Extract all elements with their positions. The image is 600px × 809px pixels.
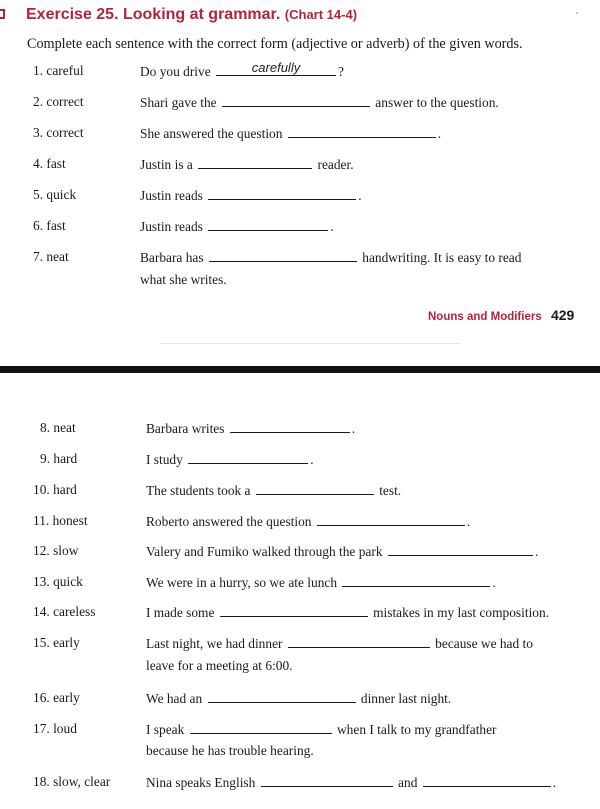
sentence-start: I made some	[146, 605, 218, 620]
sentence-end: .	[330, 219, 334, 234]
item-sentence	[140, 125, 441, 142]
item-number-word: 1. careful	[33, 63, 84, 78]
item-number-word: 7. neat	[33, 249, 69, 264]
item-sentence	[146, 451, 314, 468]
answer-text: carefully	[251, 60, 301, 75]
sentence-start: Roberto answered the question	[146, 514, 315, 529]
exercise-title-text: Exercise 25. Looking at grammar.	[26, 6, 281, 23]
sentence-end: .	[492, 575, 496, 590]
sentence-end: mistakes in my last composition.	[369, 605, 550, 620]
exercise-checkbox-icon	[0, 9, 5, 19]
sentence-end: .	[437, 126, 442, 141]
sentence-end: handwriting. It is easy to read	[358, 250, 522, 265]
page-footer	[428, 307, 574, 323]
sentence-start: We had an	[146, 691, 206, 706]
sentence-continuation: because he has trouble hearing.	[146, 743, 314, 758]
item-sentence	[140, 156, 354, 173]
item-sentence	[146, 420, 355, 437]
item-sentence	[140, 94, 499, 111]
sentence-end: .	[466, 514, 471, 529]
sentence-start: I speak	[146, 722, 188, 737]
item-number-word: 3. correct	[33, 125, 84, 140]
sentence-continuation: leave for a meeting at 6:00.	[146, 658, 293, 673]
item-sentence	[140, 218, 334, 235]
chart-reference: (Chart 14-4)	[284, 7, 358, 22]
sentence-continuation: what she writes.	[140, 272, 227, 287]
item-number-word: 10. hard	[33, 482, 77, 497]
item-sentence	[146, 574, 496, 591]
answer-blank[interactable]	[209, 249, 357, 262]
answer-blank[interactable]	[198, 156, 312, 169]
sentence-end: when I talk to my grandfather	[333, 722, 497, 737]
item-number-word: 11. honest	[33, 513, 88, 528]
answer-blank[interactable]	[317, 513, 465, 526]
answer-blank[interactable]	[208, 690, 356, 703]
answer-blank[interactable]	[208, 187, 356, 200]
sentence-end: reader.	[314, 157, 354, 172]
item-number-word: 16. early	[33, 690, 80, 705]
item-number-word: 6. fast	[33, 218, 66, 233]
item-number-word: 14. careless	[33, 604, 96, 619]
item-number-word: 5. quick	[33, 187, 77, 202]
sentence-end: answer to the question.	[371, 95, 499, 110]
answer-blank[interactable]	[288, 635, 430, 648]
answer-blank[interactable]	[222, 94, 370, 107]
sentence-end: dinner last night.	[357, 691, 452, 706]
answer-blank[interactable]	[288, 125, 436, 138]
item-number-word: 8. neat	[40, 420, 76, 435]
answer-blank[interactable]	[256, 482, 374, 495]
item-sentence	[140, 249, 521, 266]
item-sentence	[140, 60, 344, 80]
sentence-start: Do you drive	[140, 64, 215, 79]
sentence-end: because we had to	[431, 636, 533, 651]
item-number-word: 15. early	[33, 635, 80, 650]
answer-blank[interactable]	[208, 218, 328, 231]
instructions: Complete each sentence with the correct form (adjective or adverb) of the given words.	[27, 36, 523, 52]
item-number-word: 2. correct	[33, 94, 84, 109]
item-number-word: 17. loud	[33, 721, 77, 736]
item-sentence	[146, 482, 401, 499]
item-sentence	[146, 635, 533, 652]
answer-blank[interactable]	[342, 574, 490, 587]
sentence-start: She answered the question	[140, 126, 286, 141]
sentence-start: The students took a	[146, 483, 254, 498]
sentence-start: Nina speaks English	[146, 775, 259, 790]
exercise-title	[26, 6, 357, 24]
item-sentence	[146, 774, 556, 791]
scan-speck	[576, 12, 578, 14]
item-number-word: 18. slow, clear	[33, 774, 111, 789]
sentence-end: .	[552, 775, 557, 790]
item-number-word: 12. slow	[33, 543, 79, 558]
sentence-start: Justin is a	[140, 157, 197, 172]
answer-blank[interactable]	[190, 721, 332, 734]
page-divider	[0, 366, 600, 373]
answer-blank[interactable]	[220, 604, 368, 617]
sentence-start: Last night, we had dinner	[146, 636, 286, 651]
answer-blank[interactable]	[188, 451, 308, 464]
item-sentence	[146, 513, 470, 530]
sentence-start: Justin reads	[140, 219, 207, 234]
sentence-end: test.	[375, 483, 402, 498]
sentence-end: .	[534, 544, 539, 559]
sentence-start: Shari gave the	[140, 95, 220, 110]
sentence-end: .	[358, 188, 362, 203]
sentence-start: I study	[146, 452, 187, 467]
sentence-start: Justin reads	[140, 188, 207, 203]
answer-blank[interactable]	[261, 774, 393, 787]
item-sentence	[146, 721, 497, 738]
item-sentence	[146, 604, 549, 621]
faint-scan-line	[160, 343, 460, 344]
sentence-start: We were in a hurry, so we ate lunch	[146, 575, 341, 590]
item-sentence	[146, 690, 451, 707]
item-number-word: 13. quick	[33, 574, 83, 589]
item-number-word: 9. hard	[40, 451, 78, 466]
answer-blank[interactable]	[216, 60, 336, 76]
sentence-middle: and	[394, 775, 421, 790]
sentence-start: Barbara has	[140, 250, 207, 265]
sentence-end: .	[351, 421, 356, 436]
section-name: Nouns and Modifiers	[428, 311, 542, 323]
page-number: 429	[550, 307, 575, 323]
answer-blank[interactable]	[423, 774, 551, 787]
sentence-end: .	[310, 452, 314, 467]
item-number-word: 4. fast	[33, 156, 66, 171]
sentence-end: ?	[338, 64, 344, 79]
item-sentence	[140, 187, 362, 204]
answer-blank[interactable]	[388, 543, 533, 556]
sentence-start: Valery and Fumiko walked through the park	[146, 544, 386, 559]
sentence-start: Barbara writes	[146, 421, 228, 436]
item-sentence	[146, 543, 538, 560]
answer-blank[interactable]	[230, 420, 350, 433]
